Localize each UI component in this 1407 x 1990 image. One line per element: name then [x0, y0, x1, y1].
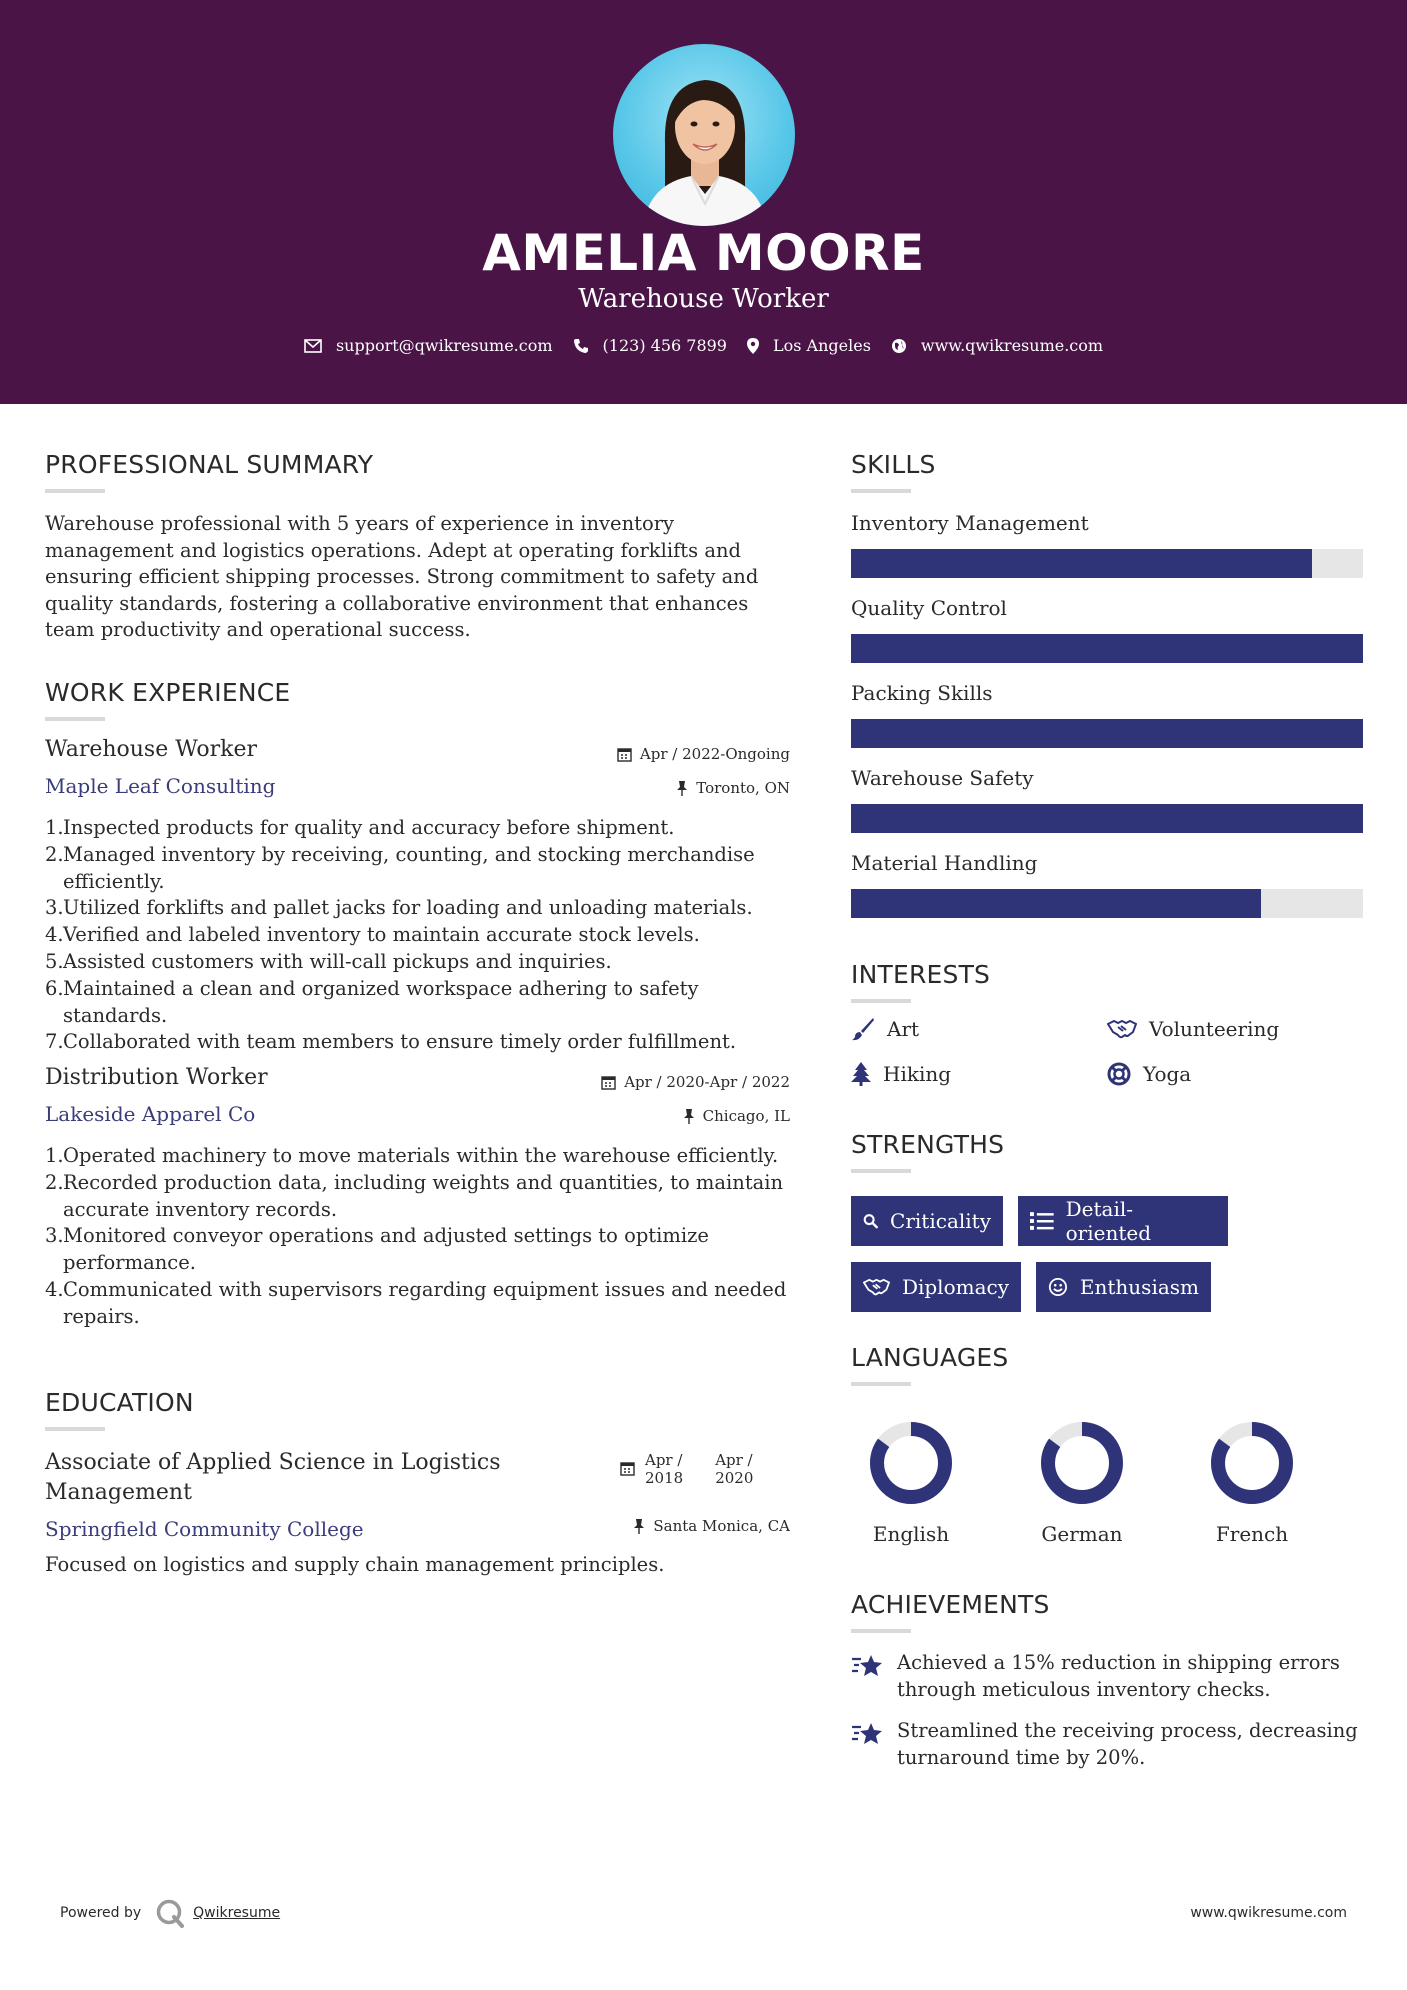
job-company: Lakeside Apparel Co [45, 1102, 256, 1126]
skill-label: Warehouse Safety [851, 766, 1034, 790]
interest-label: Volunteering [1149, 1017, 1280, 1041]
language-donut [1207, 1418, 1297, 1508]
pushpin-icon [676, 781, 688, 796]
strengths-divider [851, 1169, 911, 1173]
job-dates [617, 745, 790, 763]
summary-divider [45, 489, 105, 493]
strength-criticality [851, 1196, 1003, 1246]
list-item: 3. Monitored conveyor operations and adjusted settings to optimize performance. [45, 1224, 709, 1275]
contact-bar [0, 336, 1407, 355]
job-location [676, 779, 790, 797]
calendar-icon [620, 1461, 635, 1476]
education-heading: EDUCATION [45, 1388, 194, 1417]
powered-by-text: Powered by [60, 1905, 142, 1921]
list-item: 3. Utilized forklifts and pallet jacks for loading and unloading materials. [45, 896, 753, 920]
skill-bar-track [851, 719, 1363, 748]
footer-powered-by [60, 1898, 280, 1928]
skill-label: Material Handling [851, 851, 1038, 875]
strength-enthusiasm [1036, 1262, 1211, 1312]
list-icon [1030, 1211, 1054, 1231]
school-name: Springfield Community College [45, 1517, 364, 1541]
strength-label: Detail-oriented [1065, 1197, 1152, 1245]
education-end-year: 2020 [715, 1469, 754, 1487]
achievement-text: Streamlined the receiving process, decreasing turnaround time by 20%. [897, 1719, 1358, 1769]
smile-icon [1048, 1276, 1068, 1298]
skill-bar-fill [851, 889, 1261, 918]
job-duties-list [45, 815, 795, 1056]
strength-diplomacy [851, 1262, 1021, 1312]
strength-detail-oriented [1018, 1196, 1228, 1246]
degree-title: Associate of Applied Science in Logistics Management [45, 1450, 501, 1505]
job-dates-text: Apr / 2022-Ongoing [639, 745, 790, 763]
education-dates [620, 1451, 753, 1487]
contact-email[interactable] [304, 336, 553, 355]
skill-label: Quality Control [851, 596, 1007, 620]
brand-link[interactable]: Qwikresume [193, 1905, 281, 1921]
summary-heading: PROFESSIONAL SUMMARY [45, 450, 374, 479]
achievement-text: Achieved a 15% reduction in shipping errors through meticulous inventory checks. [897, 1651, 1340, 1701]
skill-bar-fill [851, 719, 1363, 748]
globe-icon [891, 338, 907, 354]
envelope-icon [304, 339, 322, 353]
strengths-heading: STRENGTHS [851, 1130, 1005, 1159]
pushpin-icon [633, 1519, 645, 1534]
list-item: 2. Recorded production data, including weights and quantities, to maintain accurate inventory records. [45, 1170, 784, 1221]
contact-phone[interactable] [573, 336, 727, 355]
job-dates [601, 1073, 790, 1091]
strength-label: Criticality [890, 1209, 991, 1233]
phone-text: (123) 456 7899 [602, 336, 727, 355]
paintbrush-icon [851, 1017, 875, 1041]
experience-divider [45, 717, 105, 721]
strength-label: Enthusiasm [1079, 1275, 1199, 1299]
shooting-star-icon [851, 1721, 885, 1747]
job-dates-text: Apr / 2020-Apr / 2022 [624, 1073, 790, 1091]
calendar-icon [617, 747, 632, 762]
education-start-year: 2018 [645, 1469, 684, 1487]
list-item: 2. Managed inventory by receiving, counting, and stocking merchandise efficiently. [45, 842, 755, 893]
job-location-text: Chicago, IL [702, 1107, 790, 1125]
education-end-month: Apr / [715, 1451, 753, 1469]
list-item: 4. Communicated with supervisors regarding equipment issues and needed repairs. [45, 1277, 787, 1328]
interest-art [851, 1017, 919, 1041]
interest-volunteering [1107, 1017, 1279, 1041]
search-icon [863, 1210, 878, 1232]
list-item: 7. Collaborated with team members to ensure timely order fulfillment. [45, 1030, 737, 1054]
interest-yoga [1107, 1062, 1191, 1086]
education-end [715, 1451, 753, 1487]
skill-bar-track [851, 804, 1363, 833]
skill-label: Packing Skills [851, 681, 993, 705]
skill-bar-track [851, 549, 1363, 578]
interests-divider [851, 999, 911, 1003]
interests-heading: INTERESTS [851, 960, 991, 989]
interest-hiking [851, 1062, 951, 1086]
education-divider [45, 1427, 105, 1431]
skill-label: Inventory Management [851, 511, 1089, 535]
education-description: Focused on logistics and supply chain management principles. [45, 1553, 665, 1576]
contact-location [747, 336, 871, 355]
language-label: English [872, 1522, 950, 1546]
list-item: 1. Operated machinery to move materials within the warehouse efficiently. [45, 1144, 779, 1167]
language-donut [866, 1418, 956, 1508]
languages-divider [851, 1382, 911, 1386]
footer-website[interactable]: www.qwikresume.com [1190, 1905, 1347, 1921]
achievements-heading: ACHIEVEMENTS [851, 1590, 1050, 1619]
location-text: Los Angeles [772, 336, 871, 355]
skill-bar-fill [851, 549, 1312, 578]
tree-icon [851, 1062, 871, 1086]
handshake-icon [1107, 1018, 1137, 1040]
profile-photo [613, 44, 795, 226]
map-pin-icon [747, 338, 759, 354]
job-title: Warehouse Worker [45, 737, 257, 762]
candidate-name: AMELIA MOORE [482, 224, 925, 282]
achievements-divider [851, 1629, 911, 1633]
phone-icon [573, 338, 589, 354]
list-item: 1. Inspected products for quality and accuracy before shipment. [45, 816, 675, 839]
interest-label: Art [887, 1017, 920, 1041]
languages-heading: LANGUAGES [851, 1343, 1009, 1372]
candidate-role: Warehouse Worker [578, 284, 829, 314]
pushpin-icon [683, 1109, 695, 1124]
achievement-item [851, 1717, 1371, 1771]
language-label: French [1215, 1522, 1289, 1546]
calendar-icon [601, 1075, 616, 1090]
qwikresume-logo-icon [155, 1898, 185, 1928]
job-duties-list [45, 1143, 795, 1331]
language-label: German [1041, 1522, 1123, 1546]
interest-label: Yoga [1143, 1062, 1192, 1086]
education-start [645, 1451, 683, 1487]
job-location [683, 1107, 790, 1125]
education-location-text: Santa Monica, CA [653, 1517, 790, 1535]
shooting-star-icon [851, 1653, 885, 1679]
contact-website[interactable] [891, 336, 1103, 355]
list-item: 5. Assisted customers with will-call pickups and inquiries. [45, 949, 612, 973]
job-location-text: Toronto, ON [696, 779, 790, 797]
skill-bar-fill [851, 804, 1363, 833]
education-start-month: Apr / [645, 1451, 683, 1469]
handshake-icon [863, 1276, 890, 1298]
skill-bar-fill [851, 634, 1363, 663]
education-location [633, 1517, 790, 1535]
summary-text: Warehouse professional with 5 years of experience in inventory management and logistics operations. Adept at operating forklifts and ensuring efficient shipping processes. Strong commitment to safety and quality standards, fostering a collaborative environment that enhances team productivity and operational success. [45, 512, 759, 641]
list-item: 4. Verified and labeled inventory to maintain accurate stock levels. [45, 923, 700, 947]
interest-label: Hiking [883, 1062, 952, 1086]
website-text: www.qwikresume.com [920, 336, 1104, 355]
achievement-item [851, 1649, 1371, 1703]
experience-heading: WORK EXPERIENCE [45, 678, 291, 707]
skills-heading: SKILLS [851, 450, 936, 479]
language-item [1017, 1418, 1147, 1546]
email-text: support@qwikresume.com [335, 336, 553, 355]
strength-label: Diplomacy [901, 1275, 1009, 1299]
language-donut [1037, 1418, 1127, 1508]
job-company: Maple Leaf Consulting [45, 774, 276, 798]
skill-bar-track [851, 889, 1363, 918]
lifering-icon [1107, 1062, 1131, 1086]
list-item: 6. Maintained a clean and organized workspace adhering to safety standards. [45, 976, 699, 1027]
job-title: Distribution Worker [45, 1065, 268, 1090]
skills-divider [851, 489, 911, 493]
language-item [1187, 1418, 1317, 1546]
skill-bar-track [851, 634, 1363, 663]
resume-header [0, 0, 1407, 404]
language-item [846, 1418, 976, 1546]
